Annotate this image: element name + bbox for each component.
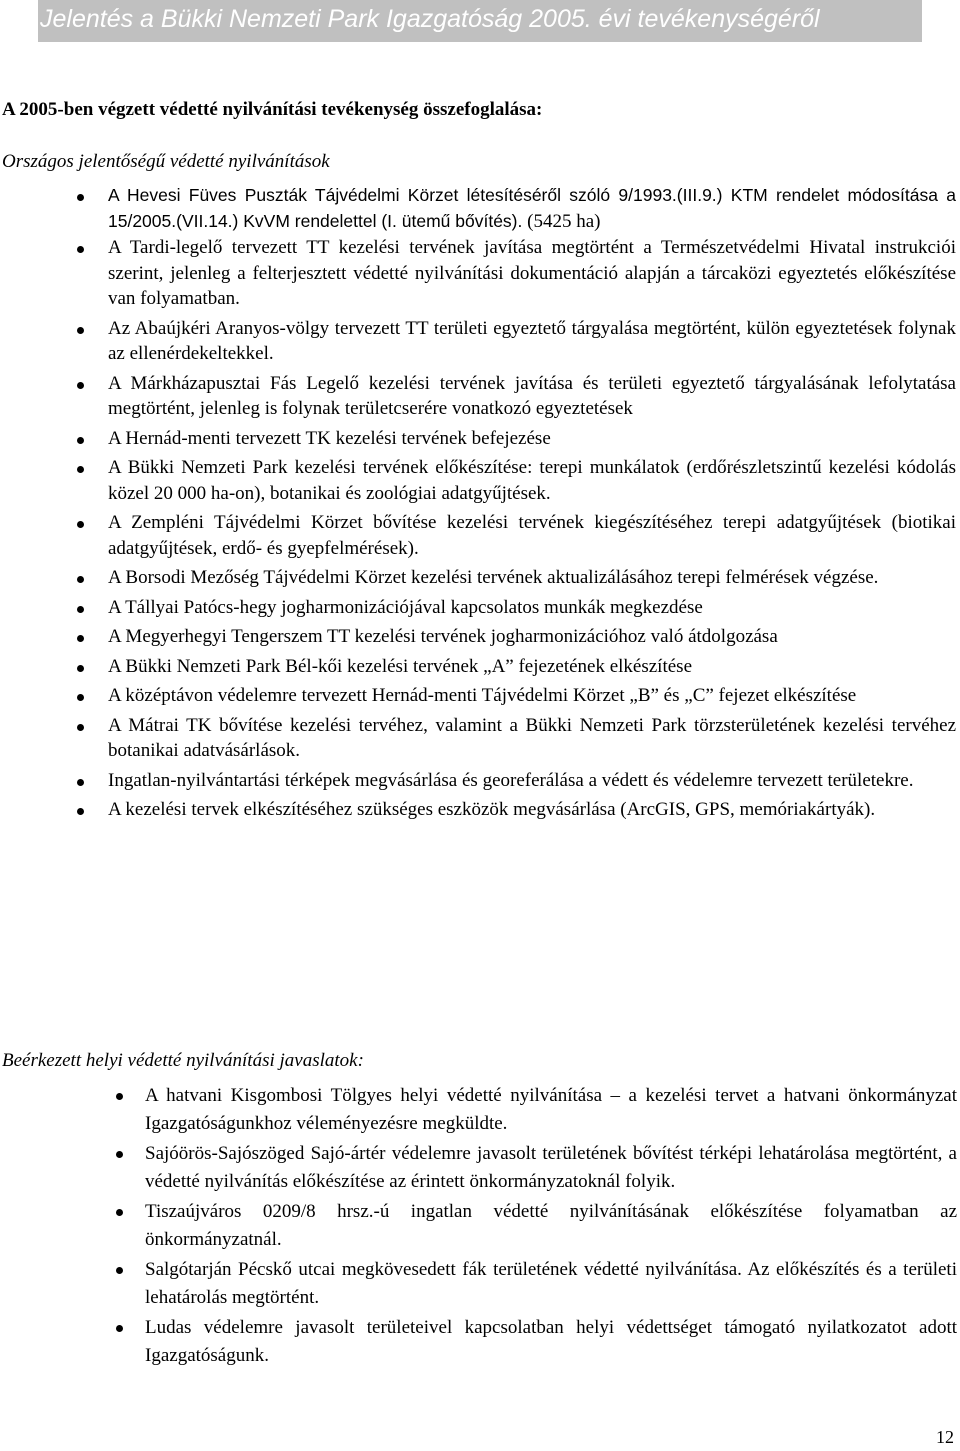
bullet-icon: [77, 576, 84, 583]
bullet-icon: [116, 1267, 123, 1274]
list-item-text: A Bükki Nemzeti Park Bél-kői kezelési tervének „A” fejezetének elkészítése: [108, 655, 692, 677]
local-proposals-list: [145, 1082, 957, 1369]
bullet-icon: [77, 779, 84, 786]
list-item-text: Ingatlan-nyilvántartási térképek megvásárlása és georeferálása a védett és védelemre tervezett területekre.: [108, 769, 914, 791]
list-item-text: A kezelési tervek elkészítéséhez szükséges eszközök megvásárlása (ArcGIS, GPS, memóriakártyák).: [108, 799, 876, 820]
bullet-icon: [116, 1325, 123, 1332]
section-heading-national: Országos jelentőségű védetté nyilvánítások: [2, 151, 330, 172]
bullet-icon: [77, 327, 84, 334]
list-item-text: Salgótarján Pécskő utcai megkövesedett fák területének védetté nyilvánítása. Az előkészítés és a területi lehatárolás megtörtént.: [145, 1259, 957, 1308]
list-item: [108, 624, 956, 650]
list-item: [108, 768, 956, 794]
list-item: [145, 1140, 957, 1195]
list-item: [108, 426, 956, 452]
list-item-text: A Bükki Nemzeti Park kezelési tervének előkészítése: terepi munkálatok (erdőrészletszintű kezelési kódolás közel 20 000 ha-on), botanikai és zoológiai adatgyűjtések.: [108, 457, 956, 504]
list-item-text: A Tállyai Patócs-hegy jogharmonizációjával kapcsolatos munkák megkezdése: [108, 596, 703, 618]
bullet-icon: [77, 606, 84, 613]
list-item: [145, 1314, 957, 1369]
bullet-icon: [77, 808, 84, 815]
list-item-text: A Márkházapusztai Fás Legelő kezelési tervének javítása és területi egyeztető tárgyalásának lefolytatása megtörtént, jelenleg is folynak területcserére vonatkozó egyeztetések: [108, 372, 956, 419]
bullet-icon: [77, 521, 84, 528]
bullet-icon: [77, 194, 84, 201]
bullet-icon: [116, 1151, 123, 1158]
list-item: [108, 183, 956, 234]
list-item-text: A Megyerhegyi Tengerszem TT kezelési tervének jogharmonizációhoz való átdolgozása: [108, 626, 778, 647]
list-item-text-sans: A Hevesi Füves Puszták Tájvédelmi Körzet létesítéséről szóló 9/1993.(III.9.) KTM rendelet módosítása a 15/2005.(VII.14.) KvVM rendelettel (I. ütemű bővítés).: [108, 185, 956, 231]
list-item: [108, 455, 956, 506]
list-item-text: A Zempléni Tájvédelmi Körzet bővítése kezelési tervének kiegészítéséhez terepi adatgyűjtések (biotikai adatgyűjtések, erdő- és gyepfelmérések).: [108, 512, 956, 559]
list-item-text: Az Abaújkéri Aranyos-völgy tervezett TT területi egyeztető tárgyalása megtörtént, külön egyeztetések folynak az ellenérdekeltekkel.: [108, 317, 956, 364]
list-item-text: Tiszaújváros 0209/8 hrsz.-ú ingatlan védetté nyilvánításának előkészítése folyamatban az önkormányzatnál.: [145, 1201, 957, 1250]
national-designations-list: [108, 183, 956, 823]
list-item: [108, 371, 956, 422]
section-heading-local: Beérkezett helyi védetté nyilvánítási javaslatok:: [2, 1050, 364, 1071]
document-header-title: Jelentés a Bükki Nemzeti Park Igazgatóság 2005. évi tevékenységéről: [40, 5, 820, 33]
list-item: [108, 595, 956, 621]
bullet-icon: [77, 382, 84, 389]
list-item: [108, 235, 956, 312]
summary-heading: A 2005-ben végzett védetté nyilvánítási tevékenység összefoglalása:: [2, 99, 543, 120]
list-item-text: A hatvani Kisgombosi Tölgyes helyi védetté nyilvánítása – a kezelési tervet a hatvani önkormányzat Igazgatóságunkhoz véleményezésre megküldte.: [145, 1085, 957, 1134]
list-item-text: A Borsodi Mezőség Tájvédelmi Körzet kezelési tervének aktualizálásához terepi felmérések végzése.: [108, 567, 879, 588]
list-item: [145, 1198, 957, 1253]
list-item: [108, 683, 956, 709]
list-item-text: Ludas védelemre javasolt területeivel kapcsolatban helyi védettséget támogató nyilatkozatot adott Igazgatóságunk.: [145, 1317, 957, 1366]
list-item-text: A Tardi-legelő tervezett TT kezelési tervének javítása megtörtént a Természetvédelmi Hivatal instrukciói szerint, jelenleg a felterjesztett védetté nyilvánítási dokumentáció alapján a tárcaközi egyeztetés előkészítése van folyamatban.: [108, 237, 956, 309]
list-item: [145, 1082, 957, 1137]
list-item: [108, 510, 956, 561]
bullet-icon: [116, 1209, 123, 1216]
list-item: [108, 713, 956, 764]
list-item-text: A Hernád-menti tervezett TK kezelési tervének befejezése: [108, 427, 551, 449]
list-item-text: Sajóörös-Sajószöged Sajó-ártér védelemre javasolt területének bővítést térképi lehatárolása megtörtént, a védetté nyilvánítás előkészítése az érintett önkormányzatoknál folyik.: [145, 1143, 957, 1192]
bullet-icon: [77, 466, 84, 473]
bullet-icon: [77, 694, 84, 701]
list-item: [108, 654, 956, 680]
bullet-icon: [77, 724, 84, 731]
list-item-text: (5425 ha): [522, 210, 601, 232]
bullet-icon: [116, 1093, 123, 1100]
list-item: [108, 565, 956, 591]
bullet-icon: [77, 437, 84, 444]
page-number: 12: [936, 1427, 954, 1447]
list-item-text: A középtávon védelemre tervezett Hernád-menti Tájvédelmi Körzet „B” és „C” fejezet elkészítése: [108, 685, 857, 706]
list-item: [108, 316, 956, 367]
bullet-icon: [77, 246, 84, 253]
bullet-icon: [77, 635, 84, 642]
bullet-icon: [77, 665, 84, 672]
list-item-text: A Mátrai TK bővítése kezelési tervéhez, valamint a Bükki Nemzeti Park törzsterületének kezelési tervéhez botanikai adatvásárlások.: [108, 714, 956, 761]
list-item: [145, 1256, 957, 1311]
list-item: [108, 797, 956, 823]
